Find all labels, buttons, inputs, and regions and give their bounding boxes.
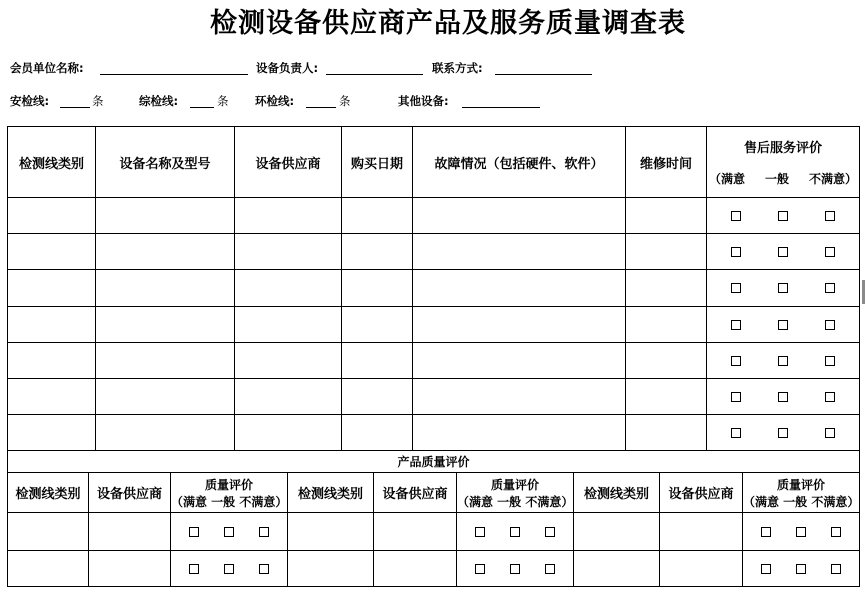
checkbox-average[interactable] xyxy=(778,247,788,257)
q-line-type-cell[interactable] xyxy=(288,551,374,587)
fault-status-cell[interactable] xyxy=(413,307,626,343)
service-rating-cell xyxy=(707,379,860,415)
checkbox-unsatisfied[interactable] xyxy=(545,564,555,574)
equipment-model-cell[interactable] xyxy=(96,343,235,379)
checkbox-unsatisfied[interactable] xyxy=(825,356,835,366)
q-line-type-cell[interactable] xyxy=(8,513,89,551)
option-unsatisfied-label: 不满意） xyxy=(808,172,857,186)
composite-line-field[interactable] xyxy=(190,107,214,108)
ring-line-label: 环检线: xyxy=(255,94,295,108)
fault-status-cell[interactable] xyxy=(413,343,626,379)
fault-status-cell[interactable] xyxy=(413,270,626,307)
line-type-cell[interactable] xyxy=(8,343,96,379)
checkbox-satisfied[interactable] xyxy=(731,356,741,366)
checkbox-satisfied[interactable] xyxy=(731,247,741,257)
product-quality-table xyxy=(7,450,860,587)
equipment-owner-field[interactable] xyxy=(326,74,423,75)
purchase-date-cell[interactable] xyxy=(342,307,413,343)
quality-header-row xyxy=(8,473,860,513)
q-header-line-type-2: 检测线类别 xyxy=(288,473,374,513)
equipment-model-cell[interactable] xyxy=(96,379,235,415)
quality-section-row xyxy=(8,451,860,473)
table-row xyxy=(8,234,860,270)
checkbox-satisfied[interactable] xyxy=(475,564,485,574)
checkbox-average[interactable] xyxy=(796,564,806,574)
q-supplier-cell[interactable] xyxy=(89,513,171,551)
quality-rating-cell xyxy=(743,513,860,551)
checkbox-average[interactable] xyxy=(778,320,788,330)
checkbox-satisfied[interactable] xyxy=(731,283,741,293)
checkbox-unsatisfied[interactable] xyxy=(825,283,835,293)
service-rating-cell xyxy=(707,343,860,379)
form-title: 检测设备供应商产品及服务质量调查表 xyxy=(210,8,686,39)
other-equipment-field[interactable] xyxy=(462,107,540,108)
quality-eval-options: （满意 一般 不满意） xyxy=(457,494,574,509)
header-equipment-model: 设备名称及型号 xyxy=(96,127,235,198)
checkbox-unsatisfied[interactable] xyxy=(259,527,269,537)
repair-time-cell[interactable] xyxy=(626,415,707,451)
checkbox-average[interactable] xyxy=(510,564,520,574)
ring-line-unit: 条 xyxy=(339,94,351,108)
table-row xyxy=(8,307,860,343)
checkbox-average[interactable] xyxy=(510,527,520,537)
supplier-cell[interactable] xyxy=(235,379,342,415)
quality-eval-title: 质量评价 xyxy=(490,477,539,492)
checkbox-average[interactable] xyxy=(778,428,788,438)
checkbox-satisfied[interactable] xyxy=(475,527,485,537)
q-supplier-cell[interactable] xyxy=(660,513,743,551)
composite-line-unit: 条 xyxy=(217,94,229,108)
line-type-cell[interactable] xyxy=(8,198,96,234)
fault-status-cell[interactable] xyxy=(413,198,626,234)
quality-eval-title: 质量评价 xyxy=(777,477,826,492)
after-sales-eval-title: 售后服务评价 xyxy=(743,141,822,156)
checkbox-satisfied[interactable] xyxy=(761,564,771,574)
composite-line-label: 综检线: xyxy=(139,94,179,108)
checkbox-average[interactable] xyxy=(778,211,788,221)
checkbox-average[interactable] xyxy=(224,527,234,537)
header-supplier: 设备供应商 xyxy=(235,127,342,198)
table-row xyxy=(8,379,860,415)
quality-rating-cell xyxy=(171,513,288,551)
q-header-line-type-1: 检测线类别 xyxy=(8,473,89,513)
safety-line-label: 安检线: xyxy=(10,94,50,108)
service-rating-cell xyxy=(707,415,860,451)
supplier-cell[interactable] xyxy=(235,234,342,270)
option-average-label: 一般 xyxy=(764,172,789,186)
checkbox-unsatisfied[interactable] xyxy=(825,428,835,438)
table-row xyxy=(8,343,860,379)
checkbox-average[interactable] xyxy=(224,564,234,574)
service-rating-cell xyxy=(707,270,860,307)
header-repair-time: 维修时间 xyxy=(626,127,707,198)
header-line-type: 检测线类别 xyxy=(8,127,96,198)
equipment-model-cell[interactable] xyxy=(96,234,235,270)
option-satisfied-label: （满意 xyxy=(709,172,746,186)
table-header-row xyxy=(8,127,860,198)
q-header-quality-eval-1 xyxy=(171,473,288,513)
repair-time-cell[interactable] xyxy=(626,234,707,270)
q-supplier-cell[interactable] xyxy=(374,513,457,551)
q-line-type-cell[interactable] xyxy=(8,551,89,587)
quality-eval-options: （满意 一般 不满意） xyxy=(171,494,288,509)
quality-eval-options: （满意 一般 不满意） xyxy=(743,494,860,509)
line-type-cell[interactable] xyxy=(8,270,96,307)
repair-time-cell[interactable] xyxy=(626,270,707,307)
table-row xyxy=(8,551,860,587)
service-rating-cell xyxy=(707,307,860,343)
fault-status-cell[interactable] xyxy=(413,234,626,270)
checkbox-average[interactable] xyxy=(778,356,788,366)
equipment-service-table xyxy=(7,126,860,451)
q-supplier-cell[interactable] xyxy=(660,551,743,587)
q-header-supplier-2: 设备供应商 xyxy=(374,473,457,513)
table-row xyxy=(8,270,860,307)
table-row xyxy=(8,513,860,551)
supplier-cell[interactable] xyxy=(235,343,342,379)
checkbox-average[interactable] xyxy=(796,527,806,537)
repair-time-cell[interactable] xyxy=(626,198,707,234)
table-row xyxy=(8,198,860,234)
checkbox-satisfied[interactable] xyxy=(731,428,741,438)
repair-time-cell[interactable] xyxy=(626,307,707,343)
supplier-cell[interactable] xyxy=(235,270,342,307)
q-line-type-cell[interactable] xyxy=(574,551,660,587)
quality-section-title: 产品质量评价 xyxy=(8,451,860,473)
fault-status-cell[interactable] xyxy=(413,379,626,415)
safety-line-field[interactable] xyxy=(60,107,90,108)
purchase-date-cell[interactable] xyxy=(342,198,413,234)
checkbox-satisfied[interactable] xyxy=(189,527,199,537)
checkbox-average[interactable] xyxy=(778,283,788,293)
checkbox-unsatisfied[interactable] xyxy=(825,320,835,330)
ring-line-field[interactable] xyxy=(306,107,336,108)
q-line-type-cell[interactable] xyxy=(288,513,374,551)
quality-rating-cell xyxy=(457,513,574,551)
line-type-cell[interactable] xyxy=(8,234,96,270)
q-supplier-cell[interactable] xyxy=(89,551,171,587)
equipment-model-cell[interactable] xyxy=(96,270,235,307)
service-rating-cell xyxy=(707,198,860,234)
supplier-cell[interactable] xyxy=(235,198,342,234)
other-equipment-label: 其他设备: xyxy=(398,94,449,108)
quality-eval-title: 质量评价 xyxy=(204,477,253,492)
repair-time-cell[interactable] xyxy=(626,343,707,379)
checkbox-unsatisfied[interactable] xyxy=(545,527,555,537)
supplier-cell[interactable] xyxy=(235,415,342,451)
checkbox-unsatisfied[interactable] xyxy=(831,564,841,574)
quality-rating-cell xyxy=(743,551,860,587)
fault-status-cell[interactable] xyxy=(413,415,626,451)
header-fault-status: 故障情况（包括硬件、软件） xyxy=(413,127,626,198)
line-type-cell[interactable] xyxy=(8,307,96,343)
q-header-quality-eval-2 xyxy=(457,473,574,513)
equipment-model-cell[interactable] xyxy=(96,198,235,234)
checkbox-unsatisfied[interactable] xyxy=(259,564,269,574)
repair-time-cell[interactable] xyxy=(626,379,707,415)
checkbox-satisfied[interactable] xyxy=(731,320,741,330)
q-header-supplier-3: 设备供应商 xyxy=(660,473,743,513)
header-after-sales-eval xyxy=(707,127,860,198)
purchase-date-cell[interactable] xyxy=(342,415,413,451)
purchase-date-cell[interactable] xyxy=(342,270,413,307)
purchase-date-cell[interactable] xyxy=(342,234,413,270)
contact-label: 联系方式: xyxy=(432,61,483,75)
checkbox-satisfied[interactable] xyxy=(761,527,771,537)
equipment-owner-label: 设备负责人: xyxy=(256,61,319,75)
q-header-supplier-1: 设备供应商 xyxy=(89,473,171,513)
q-header-quality-eval-3 xyxy=(743,473,860,513)
checkbox-unsatisfied[interactable] xyxy=(825,247,835,257)
quality-rating-cell xyxy=(171,551,288,587)
checkbox-satisfied[interactable] xyxy=(731,211,741,221)
line-type-cell[interactable] xyxy=(8,379,96,415)
checkbox-unsatisfied[interactable] xyxy=(825,392,835,402)
q-supplier-cell[interactable] xyxy=(374,551,457,587)
q-header-line-type-3: 检测线类别 xyxy=(574,473,660,513)
checkbox-satisfied[interactable] xyxy=(189,564,199,574)
safety-line-unit: 条 xyxy=(92,94,104,108)
service-rating-cell xyxy=(707,234,860,270)
contact-field[interactable] xyxy=(495,74,592,75)
checkbox-average[interactable] xyxy=(778,392,788,402)
purchase-date-cell[interactable] xyxy=(342,343,413,379)
checkbox-unsatisfied[interactable] xyxy=(825,211,835,221)
purchase-date-cell[interactable] xyxy=(342,379,413,415)
q-line-type-cell[interactable] xyxy=(574,513,660,551)
member-unit-label: 会员单位名称: xyxy=(10,61,84,75)
table-row xyxy=(8,415,860,451)
checkbox-satisfied[interactable] xyxy=(731,392,741,402)
equipment-model-cell[interactable] xyxy=(96,415,235,451)
supplier-cell[interactable] xyxy=(235,307,342,343)
line-type-cell[interactable] xyxy=(8,415,96,451)
checkbox-unsatisfied[interactable] xyxy=(831,527,841,537)
equipment-model-cell[interactable] xyxy=(96,307,235,343)
header-purchase-date: 购买日期 xyxy=(342,127,413,198)
member-unit-field[interactable] xyxy=(100,74,248,75)
quality-rating-cell xyxy=(457,551,574,587)
